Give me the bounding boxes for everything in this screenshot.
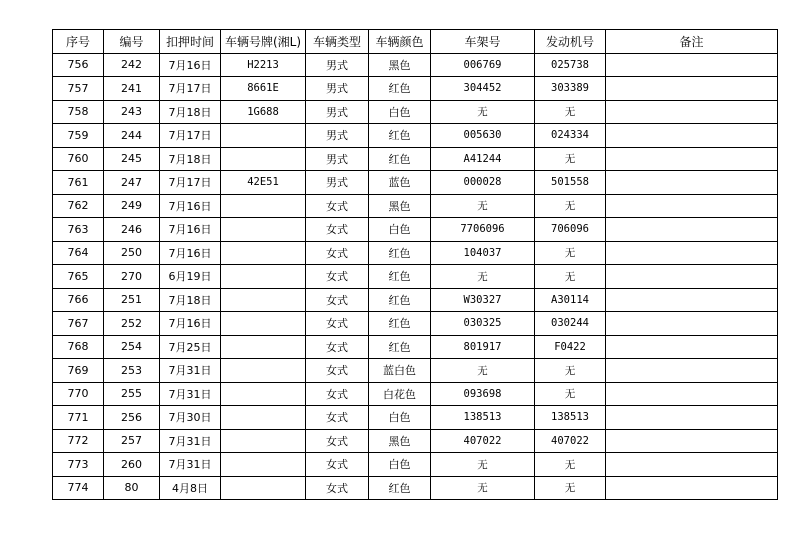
- table-cell: 蓝白色: [369, 359, 431, 383]
- table-cell: 255: [104, 382, 160, 406]
- table-cell: 407022: [431, 429, 535, 453]
- table-cell: 006769: [431, 53, 535, 77]
- table-cell: 104037: [431, 241, 535, 265]
- table-cell: 白色: [369, 453, 431, 477]
- table-cell: 80: [104, 476, 160, 500]
- table-cell: 772: [53, 429, 104, 453]
- table-cell: 无: [431, 476, 535, 500]
- table-cell: 男式: [306, 53, 369, 77]
- table-row: [53, 312, 778, 336]
- table-row: [53, 476, 778, 500]
- table-cell: [221, 476, 306, 500]
- table-cell: 242: [104, 53, 160, 77]
- table-cell: 无: [535, 241, 606, 265]
- table-cell: [221, 429, 306, 453]
- table-cell: 249: [104, 194, 160, 218]
- table-cell: A30114: [535, 288, 606, 312]
- table-cell: 7月16日: [160, 312, 221, 336]
- table-cell: 女式: [306, 335, 369, 359]
- table-cell: 红色: [369, 335, 431, 359]
- table-cell: [221, 218, 306, 242]
- table-cell: 303389: [535, 77, 606, 101]
- table-body: [53, 53, 778, 500]
- table-cell: 7月18日: [160, 147, 221, 171]
- table-cell: [606, 171, 778, 195]
- table-cell: [606, 77, 778, 101]
- table-cell: 无: [535, 194, 606, 218]
- table-cell: 7月31日: [160, 359, 221, 383]
- table-cell: 女式: [306, 194, 369, 218]
- table-cell: 无: [535, 453, 606, 477]
- table-cell: 7月17日: [160, 77, 221, 101]
- table-cell: 红色: [369, 77, 431, 101]
- header-row: [53, 30, 778, 54]
- table-cell: 无: [431, 453, 535, 477]
- table-cell: 765: [53, 265, 104, 289]
- table-cell: 801917: [431, 335, 535, 359]
- table-cell: [606, 53, 778, 77]
- table-cell: 761: [53, 171, 104, 195]
- table-cell: 红色: [369, 241, 431, 265]
- table-cell: 756: [53, 53, 104, 77]
- table-cell: 女式: [306, 453, 369, 477]
- table-cell: [606, 429, 778, 453]
- table-cell: 7月31日: [160, 382, 221, 406]
- table-cell: 女式: [306, 382, 369, 406]
- table-cell: 黑色: [369, 429, 431, 453]
- header-cell: 扣押时间: [160, 30, 221, 54]
- table-cell: [606, 241, 778, 265]
- table-cell: [606, 406, 778, 430]
- table-row: [53, 100, 778, 124]
- table-cell: 256: [104, 406, 160, 430]
- table-cell: 7月25日: [160, 335, 221, 359]
- table-cell: 767: [53, 312, 104, 336]
- table-cell: [606, 382, 778, 406]
- table-cell: A41244: [431, 147, 535, 171]
- table-row: [53, 265, 778, 289]
- table-cell: 红色: [369, 124, 431, 148]
- table-cell: 无: [535, 476, 606, 500]
- table-cell: [606, 335, 778, 359]
- table-cell: [606, 265, 778, 289]
- table-cell: 7月17日: [160, 171, 221, 195]
- table-cell: 766: [53, 288, 104, 312]
- table-cell: 7月16日: [160, 194, 221, 218]
- table-cell: F0422: [535, 335, 606, 359]
- table-cell: 红色: [369, 265, 431, 289]
- table-cell: [221, 406, 306, 430]
- table-cell: 黑色: [369, 194, 431, 218]
- table-cell: [606, 312, 778, 336]
- header-cell: 序号: [53, 30, 104, 54]
- table-cell: 女式: [306, 476, 369, 500]
- table-cell: 7月17日: [160, 124, 221, 148]
- table-cell: [221, 453, 306, 477]
- table-cell: [606, 288, 778, 312]
- table-cell: 男式: [306, 124, 369, 148]
- table-cell: 红色: [369, 476, 431, 500]
- table-cell: 女式: [306, 265, 369, 289]
- table-cell: 758: [53, 100, 104, 124]
- table-cell: 247: [104, 171, 160, 195]
- table-cell: [221, 288, 306, 312]
- table-cell: 246: [104, 218, 160, 242]
- table-cell: 768: [53, 335, 104, 359]
- header-cell: 车辆颜色: [369, 30, 431, 54]
- table-row: [53, 124, 778, 148]
- table-cell: [606, 453, 778, 477]
- table-cell: [221, 147, 306, 171]
- table-cell: 769: [53, 359, 104, 383]
- table-row: [53, 77, 778, 101]
- table-cell: 1G688: [221, 100, 306, 124]
- table-cell: 757: [53, 77, 104, 101]
- table-cell: 女式: [306, 312, 369, 336]
- table-cell: 无: [431, 194, 535, 218]
- table-cell: [221, 265, 306, 289]
- header-cell: 备注: [606, 30, 778, 54]
- table-row: [53, 335, 778, 359]
- table-cell: [221, 194, 306, 218]
- table-cell: 252: [104, 312, 160, 336]
- table-row: [53, 453, 778, 477]
- table-cell: [606, 218, 778, 242]
- table-cell: 005630: [431, 124, 535, 148]
- table-cell: 759: [53, 124, 104, 148]
- table-cell: 7月16日: [160, 53, 221, 77]
- table-cell: [606, 100, 778, 124]
- table-cell: 000028: [431, 171, 535, 195]
- table-cell: 251: [104, 288, 160, 312]
- table-cell: 253: [104, 359, 160, 383]
- table-cell: 501558: [535, 171, 606, 195]
- table-cell: 030244: [535, 312, 606, 336]
- table-cell: [606, 124, 778, 148]
- table-cell: [221, 241, 306, 265]
- table-cell: 无: [535, 100, 606, 124]
- table-cell: 7月16日: [160, 241, 221, 265]
- table-cell: 245: [104, 147, 160, 171]
- table-cell: 770: [53, 382, 104, 406]
- table-cell: 260: [104, 453, 160, 477]
- table-cell: [221, 382, 306, 406]
- vehicle-table: [52, 29, 778, 500]
- table-cell: 7706096: [431, 218, 535, 242]
- table-cell: 025738: [535, 53, 606, 77]
- table-row: [53, 218, 778, 242]
- table-row: [53, 406, 778, 430]
- header-cell: 车辆号牌(湘L): [221, 30, 306, 54]
- table-row: [53, 241, 778, 265]
- table-cell: 257: [104, 429, 160, 453]
- table-cell: 女式: [306, 288, 369, 312]
- header-cell: 发动机号: [535, 30, 606, 54]
- table-cell: 红色: [369, 288, 431, 312]
- table-cell: 024334: [535, 124, 606, 148]
- table-cell: [606, 359, 778, 383]
- table-cell: [606, 147, 778, 171]
- table-cell: 270: [104, 265, 160, 289]
- table-cell: 4月8日: [160, 476, 221, 500]
- header-cell: 编号: [104, 30, 160, 54]
- table-cell: 白色: [369, 218, 431, 242]
- table-cell: 407022: [535, 429, 606, 453]
- table-row: [53, 382, 778, 406]
- table-cell: 无: [431, 265, 535, 289]
- table-cell: H2213: [221, 53, 306, 77]
- table-cell: 138513: [431, 406, 535, 430]
- table-cell: 男式: [306, 100, 369, 124]
- table-cell: [606, 194, 778, 218]
- table-cell: 093698: [431, 382, 535, 406]
- table-cell: 女式: [306, 429, 369, 453]
- table-cell: 女式: [306, 406, 369, 430]
- table-cell: 706096: [535, 218, 606, 242]
- table-cell: [221, 124, 306, 148]
- table-cell: 无: [535, 147, 606, 171]
- table-cell: 254: [104, 335, 160, 359]
- table-cell: 7月30日: [160, 406, 221, 430]
- table-cell: 女式: [306, 359, 369, 383]
- table-cell: 250: [104, 241, 160, 265]
- table-cell: 黑色: [369, 53, 431, 77]
- table-cell: 138513: [535, 406, 606, 430]
- table-cell: 白花色: [369, 382, 431, 406]
- table-cell: [606, 476, 778, 500]
- table-row: [53, 288, 778, 312]
- table-cell: 244: [104, 124, 160, 148]
- header-cell: 车辆类型: [306, 30, 369, 54]
- table-cell: 女式: [306, 241, 369, 265]
- table-cell: 7月18日: [160, 100, 221, 124]
- table-cell: 红色: [369, 312, 431, 336]
- table-row: [53, 53, 778, 77]
- table-cell: 7月31日: [160, 429, 221, 453]
- table-cell: 无: [535, 382, 606, 406]
- table-cell: 774: [53, 476, 104, 500]
- table-cell: 无: [535, 265, 606, 289]
- table-cell: 764: [53, 241, 104, 265]
- table-cell: 红色: [369, 147, 431, 171]
- table-cell: 男式: [306, 77, 369, 101]
- table-cell: 304452: [431, 77, 535, 101]
- table-cell: 030325: [431, 312, 535, 336]
- table-cell: 243: [104, 100, 160, 124]
- table-cell: [221, 335, 306, 359]
- table-cell: 白色: [369, 406, 431, 430]
- table-cell: 771: [53, 406, 104, 430]
- table-cell: 760: [53, 147, 104, 171]
- table-cell: 白色: [369, 100, 431, 124]
- table-row: [53, 194, 778, 218]
- table-cell: 8661E: [221, 77, 306, 101]
- table-cell: 女式: [306, 218, 369, 242]
- table-row: [53, 171, 778, 195]
- table-cell: 男式: [306, 171, 369, 195]
- table-cell: 7月18日: [160, 288, 221, 312]
- table-row: [53, 429, 778, 453]
- table-row: [53, 359, 778, 383]
- table-cell: 男式: [306, 147, 369, 171]
- table-cell: 241: [104, 77, 160, 101]
- table-row: [53, 147, 778, 171]
- table-cell: 蓝色: [369, 171, 431, 195]
- table-cell: 763: [53, 218, 104, 242]
- table-cell: 无: [431, 100, 535, 124]
- table-cell: 762: [53, 194, 104, 218]
- table-cell: 无: [431, 359, 535, 383]
- table-cell: 7月31日: [160, 453, 221, 477]
- table-cell: 7月16日: [160, 218, 221, 242]
- table-cell: 42E51: [221, 171, 306, 195]
- table-cell: [221, 359, 306, 383]
- header-cell: 车架号: [431, 30, 535, 54]
- table-cell: [221, 312, 306, 336]
- table-cell: 6月19日: [160, 265, 221, 289]
- table-cell: W30327: [431, 288, 535, 312]
- table-cell: 773: [53, 453, 104, 477]
- table-cell: 无: [535, 359, 606, 383]
